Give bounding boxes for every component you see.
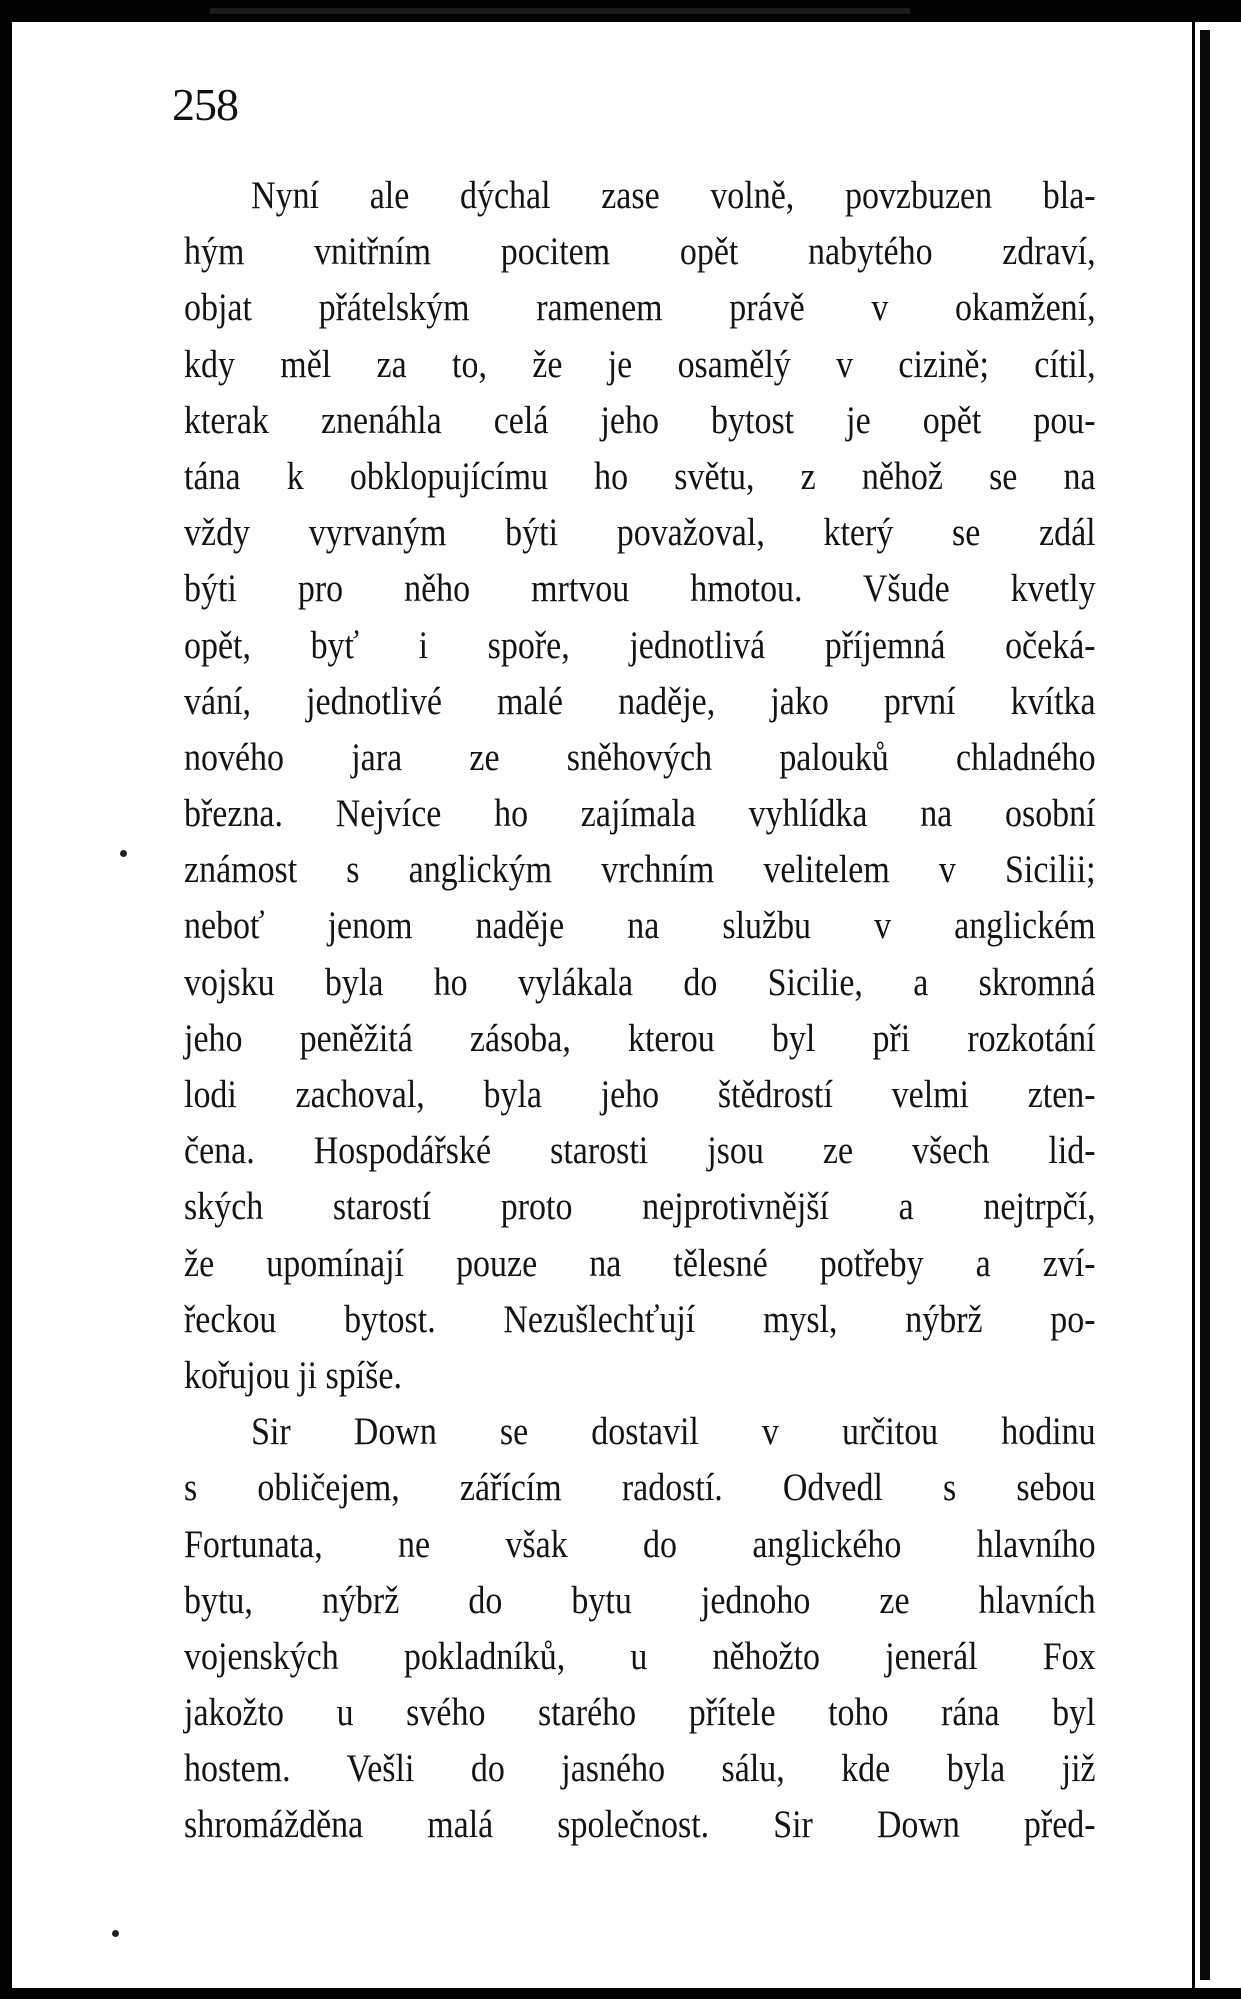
text-line: s obličejem, zářícím radostí. Odvedl s sebou <box>184 1465 1096 1510</box>
scan-speck <box>112 1930 119 1937</box>
scan-top-rule <box>210 8 910 14</box>
text-line: vojsku byla ho vylákala do Sicilie, a skromná <box>184 959 1096 1004</box>
text-line: kořujou ji spíše. <box>184 1352 402 1397</box>
text-line: neboť jenom naděje na službu v anglickém <box>184 903 1096 948</box>
text-line: objat přátelským ramenem právě v okamžení, <box>184 285 1096 330</box>
text-line: vojenských pokladníků, u něhožto jenerál Fox <box>184 1633 1096 1678</box>
text-line: kterak znenáhla celá jeho bytost je opět pou- <box>184 397 1096 442</box>
text-line: března. Nejvíce ho zajímala vyhlídka na osobní <box>184 791 1096 836</box>
text-line: opět, byť i spoře, jednotlivá příjemná očeká- <box>184 622 1096 667</box>
text-line: čena. Hospodářské starosti jsou ze všech lid- <box>184 1128 1096 1173</box>
text-line: vání, jednotlivé malé naděje, jako první kvítka <box>184 678 1096 723</box>
text-line: vždy vyrvaným býti považoval, který se zdál <box>184 510 1096 555</box>
text-line: shromážděna malá společnost. Sir Down před- <box>184 1802 1096 1847</box>
text-line: býti pro něho mrtvou hmotou. Všude kvetly <box>184 566 1096 611</box>
text-line: známost s anglickým vrchním velitelem v Sicilii; <box>184 847 1096 892</box>
body-text <box>184 167 1096 1853</box>
text-line: hým vnitřním pocitem opět nabytého zdraví, <box>184 229 1096 274</box>
scan-edge-bar <box>1200 30 1210 1980</box>
text-line: hostem. Vešli do jasného sálu, kde byla již <box>184 1746 1096 1791</box>
text-line: lodi zachoval, byla jeho štědrostí velmi zten- <box>184 1072 1096 1116</box>
text-line: kdy měl za to, že je osamělý v cizině; cítil, <box>184 341 1096 386</box>
text-line: Nyní ale dýchal zase volně, povzbuzen bla- <box>251 173 1096 217</box>
text-line: řeckou bytost. Nezušlechťují mysl, nýbrž po- <box>184 1296 1096 1341</box>
text-line: Sir Down se dostavil v určitou hodinu <box>251 1409 1096 1454</box>
book-page <box>12 22 1192 1988</box>
text-line: jakožto u svého starého přítele toho rána byl <box>184 1690 1096 1735</box>
text-line: bytu, nýbrž do bytu jednoho ze hlavních <box>184 1577 1096 1622</box>
text-line: jeho peněžitá zásoba, kterou byl při rozkotání <box>184 1015 1096 1060</box>
text-line: že upomínají pouze na tělesné potřeby a zví- <box>184 1240 1096 1285</box>
scan-speck <box>120 850 127 857</box>
text-line: ských starostí proto nejprotivnější a nejtrpčí, <box>184 1184 1096 1229</box>
page-number: 258 <box>172 79 238 130</box>
text-line: Fortunata, ne však do anglického hlavního <box>184 1521 1096 1566</box>
text-line: tána k obklopujícímu ho světu, z něhož se na <box>184 453 1096 498</box>
text-line: nového jara ze sněhových palouků chladného <box>184 734 1096 779</box>
